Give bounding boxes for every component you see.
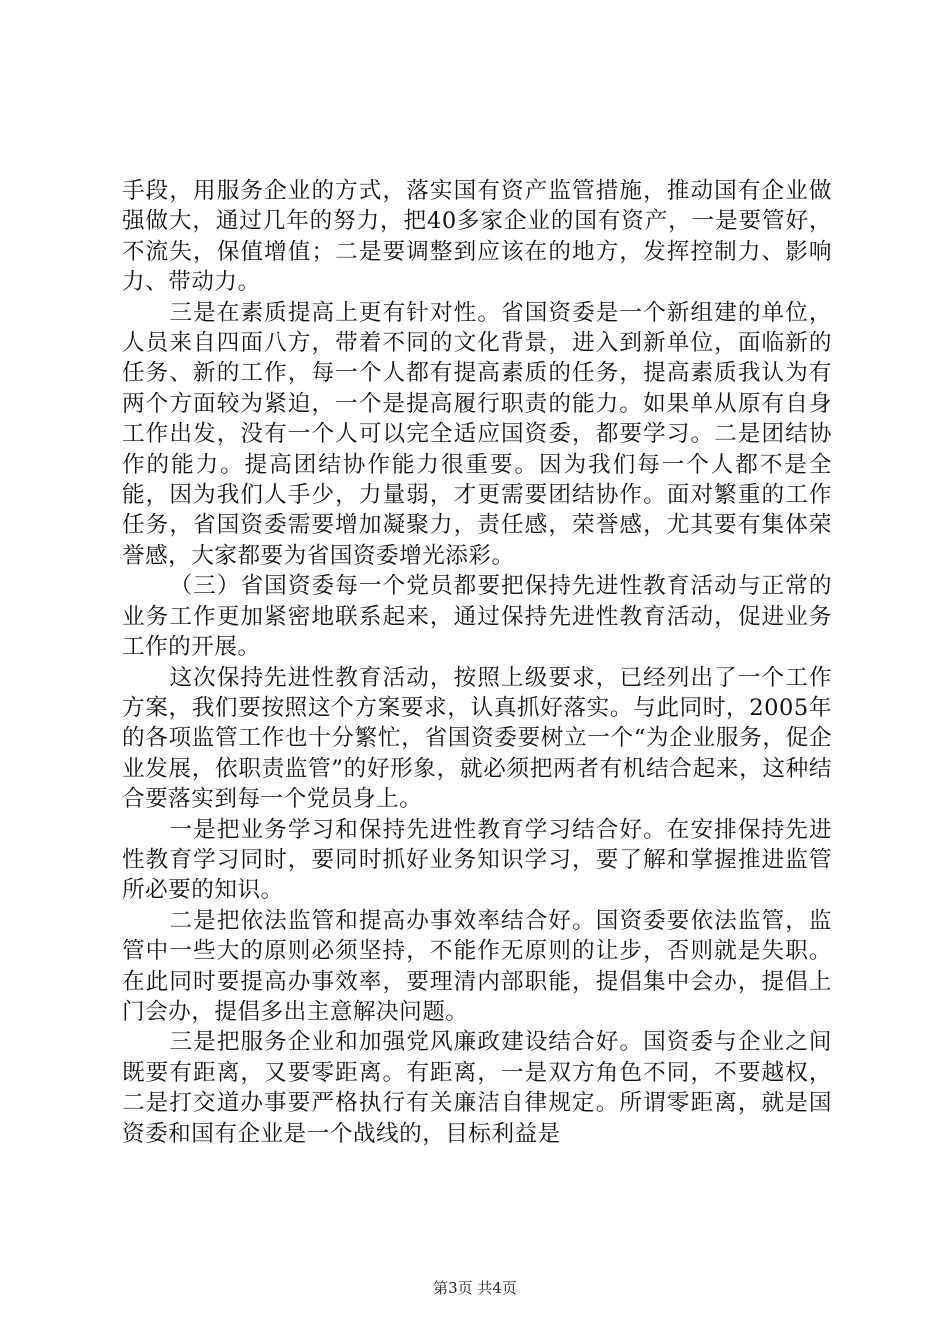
page-footer: 第3页 共4页	[433, 1279, 517, 1297]
paragraph-4: 这次保持先进性教育活动，按照上级要求，已经列出了一个工作方案，我们要按照这个方案要求，认真抓好落实。与此同时，2005年的各项监管工作也十分繁忙，省国资委要树立一个“为企业服务，促企业发展，依职责监管”的好形象，就必须把两者有机结合起来，这种结合要落实到每一个党员身上。	[122, 664, 832, 813]
paragraph-2: 三是在素质提高上更有针对性。省国资委是一个新组建的单位，人员来自四面八方，带着不同的文化背景，进入到新单位，面临新的任务、新的工作，每一个人都有提高素质的任务，提高素质我认为有两个方面较为紧迫，一个是提高履行职责的能力。如果单从原有自身工作出发，没有一个人可以完全适应国资委，都要学习。二是团结协作的能力。提高团结协作能力很重要。因为我们每一个人都不是全能，因为我们人手少，力量弱，才更需要团结协作。面对繁重的工作任务，省国资委需要增加凝聚力，责任感，荣誉感，尤其要有集体荣誉感，大家都要为省国资委增光添彩。	[122, 299, 832, 569]
paragraph-7: 三是把服务企业和加强党风廉政建设结合好。国资委与企业之间既要有距离，又要零距离。有距离，一是双方角色不同，不要越权，二是打交道办事要严格执行有关廉洁自律规定。所谓零距离，就是国资委和国有企业是一个战线的，目标利益是	[122, 1029, 832, 1147]
document-body	[122, 176, 832, 1149]
paragraph-5: 一是把业务学习和保持先进性教育学习结合好。在安排保持先进性教育学习同时，要同时抓好业务知识学习，要了解和掌握推进监管所必要的知识。	[122, 816, 832, 904]
paragraph-6: 二是把依法监管和提高办事效率结合好。国资委要依法监管，监管中一些大的原则必须坚持，不能作无原则的让步，否则就是失职。在此同时要提高办事效率，要理清内部职能，提倡集中会办，提倡上门会办，提倡多出主意解决问题。	[122, 907, 832, 1025]
paragraph-3: （三）省国资委每一个党员都要把保持先进性教育活动与正常的业务工作更加紧密地联系起来，通过保持先进性教育活动，促进业务工作的开展。	[122, 573, 832, 661]
paragraph-1: 手段，用服务企业的方式，落实国有资产监管措施，推动国有企业做强做大，通过几年的努力，把40多家企业的国有资产，一是要管好，不流失，保值增值；二是要调整到应该在的地方，发挥控制力、影响力、带动力。	[122, 178, 832, 296]
